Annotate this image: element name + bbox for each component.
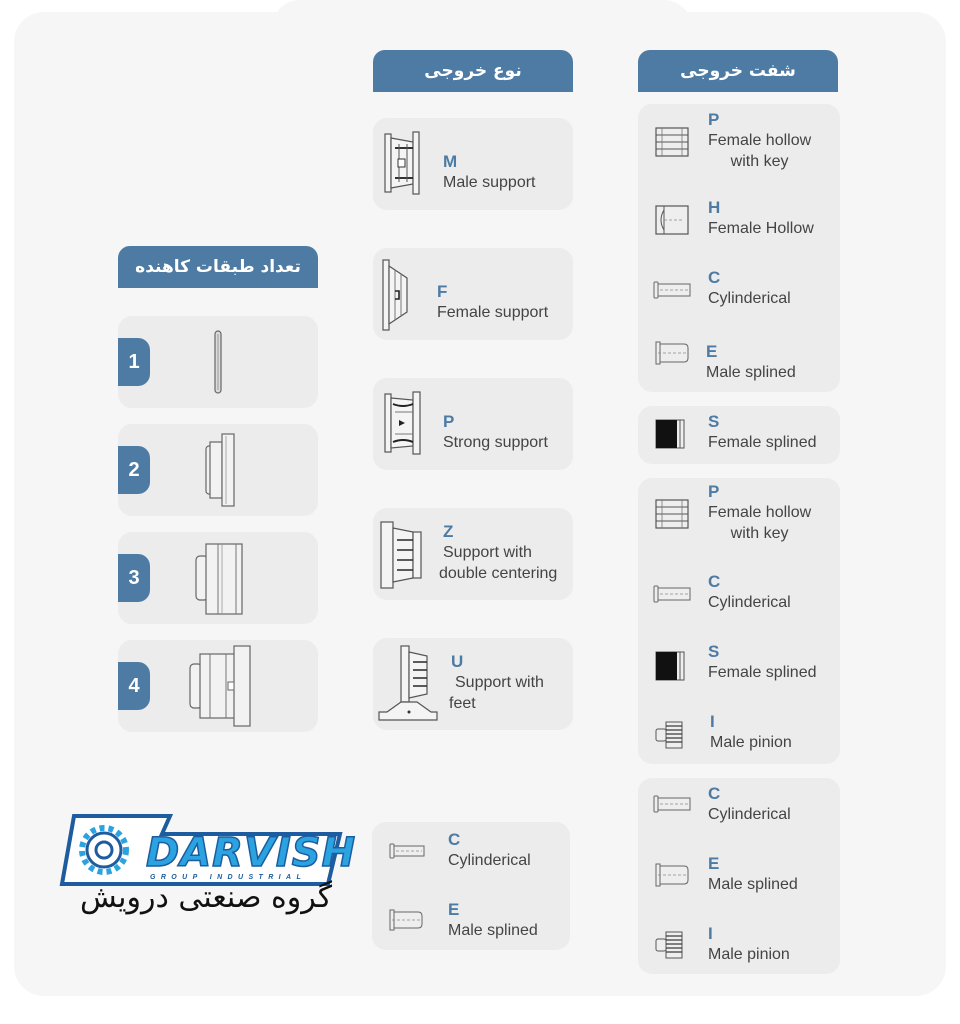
shaft-desc-line2: with key	[730, 525, 789, 542]
shaft-desc: Female Hollow	[708, 220, 814, 237]
stage-card-4[interactable]	[118, 640, 318, 732]
stages-column-header	[118, 246, 318, 288]
shaft-item-c[interactable]	[708, 572, 791, 613]
shaft-item-e[interactable]	[708, 854, 798, 895]
male-splined-shaft-icon	[654, 862, 690, 888]
feet-support-icon	[377, 644, 441, 724]
shaft-code: E	[448, 900, 460, 919]
output-shaft-header-text: شفت خروجی	[680, 61, 796, 81]
output-type-desc: Male support	[443, 174, 536, 191]
shaft-item-i[interactable]	[710, 712, 792, 753]
output-type-column-header	[373, 50, 573, 92]
female-support-icon	[381, 258, 415, 332]
female-splined-icon	[654, 418, 686, 450]
output-type-card-z[interactable]	[373, 508, 573, 600]
shaft-desc: Male pinion	[710, 734, 792, 751]
output-type-code: Z	[443, 522, 454, 541]
male-splined-shaft-icon	[388, 908, 424, 932]
shaft-code: E	[708, 854, 720, 873]
output-shaft-group-4	[638, 778, 840, 974]
stage-card-3[interactable]	[118, 532, 318, 624]
shaft-desc: Female splined	[708, 664, 817, 681]
three-stage-icon	[192, 542, 248, 616]
stage-number-badge: 3	[118, 554, 150, 602]
output-type-desc: Female support	[437, 304, 549, 321]
logo-subtitle: GROUP INDUSTRIAL	[150, 874, 307, 881]
output-shaft-group-2	[638, 406, 840, 464]
shaft-desc: Female splined	[708, 434, 817, 451]
male-pinion-icon	[654, 930, 686, 960]
cylindrical-shaft-icon	[652, 794, 692, 814]
stage-number-badge: 2	[118, 446, 150, 494]
female-hollow-key-icon	[654, 498, 690, 530]
output-type-desc-line2: feet	[449, 695, 476, 712]
stage-card-1[interactable]	[118, 316, 318, 408]
shaft-desc: Cylinderical	[708, 806, 791, 823]
logo-brand-text: DARVISH	[146, 830, 357, 876]
shaft-desc-line1: Female hollow	[708, 132, 812, 149]
shaft-code: E	[706, 342, 718, 361]
shaft-item-c[interactable]	[708, 784, 791, 825]
shaft-code: C	[708, 572, 721, 591]
extra-item-e[interactable]	[448, 900, 538, 941]
male-pinion-icon	[654, 720, 686, 750]
cylindrical-shaft-icon	[652, 280, 692, 300]
shaft-item-i[interactable]	[708, 924, 790, 965]
cylindrical-shaft-icon	[652, 584, 692, 604]
shaft-desc: Male splined	[706, 364, 796, 381]
output-type-desc: Strong support	[443, 434, 548, 451]
shaft-item-h[interactable]	[708, 198, 814, 239]
output-type-card-m[interactable]	[373, 118, 573, 210]
output-type-code: P	[443, 412, 455, 431]
shaft-desc: Male pinion	[708, 946, 790, 963]
shaft-item-c[interactable]	[708, 268, 791, 309]
output-type-header-text: نوع خروجی	[424, 61, 522, 81]
extra-item-c[interactable]	[448, 830, 531, 871]
output-type-code: M	[443, 152, 458, 171]
output-shaft-group-1	[638, 104, 840, 392]
output-type-desc-line1: Support with	[443, 544, 532, 561]
two-stage-icon	[202, 432, 242, 508]
output-type-code: U	[451, 652, 464, 671]
shaft-desc: Cylinderical	[448, 852, 531, 869]
shaft-code: S	[708, 642, 720, 661]
shaft-code: P	[708, 110, 720, 129]
shaft-desc: Male splined	[448, 922, 538, 939]
female-hollow-key-icon	[654, 126, 690, 158]
shaft-code: I	[708, 924, 713, 943]
shaft-code: H	[708, 198, 721, 217]
output-type-code: F	[437, 282, 448, 301]
output-shaft-group-3	[638, 478, 840, 764]
shaft-item-s[interactable]	[708, 412, 817, 453]
female-splined-icon	[654, 650, 686, 682]
output-type-card-f[interactable]	[373, 248, 573, 340]
output-type-card-u[interactable]	[373, 638, 573, 730]
shaft-code: I	[710, 712, 715, 731]
shaft-item-p[interactable]	[708, 110, 811, 172]
shaft-item-p[interactable]	[708, 482, 811, 544]
output-type-card-p[interactable]	[373, 378, 573, 470]
shaft-desc: Cylinderical	[708, 594, 791, 611]
cylindrical-shaft-icon	[388, 842, 426, 860]
shaft-item-e[interactable]	[706, 342, 796, 383]
stage-card-2[interactable]	[118, 424, 318, 516]
shaft-code: C	[708, 268, 721, 287]
shaft-code: C	[448, 830, 461, 849]
male-support-icon	[383, 130, 425, 196]
shaft-code: P	[708, 482, 720, 501]
shaft-desc: Male splined	[708, 876, 798, 893]
stage-number-badge: 1	[118, 338, 150, 386]
male-splined-shaft-icon	[654, 340, 690, 366]
shaft-code: C	[708, 784, 721, 803]
output-type-desc-line1: Support with	[455, 674, 544, 691]
output-shaft-column-header	[638, 50, 838, 92]
female-hollow-icon	[654, 204, 690, 236]
four-stage-icon	[186, 644, 258, 728]
strong-support-icon	[383, 390, 427, 456]
shaft-desc-line1: Female hollow	[708, 504, 812, 521]
double-centering-support-icon	[379, 518, 427, 592]
stage-number-badge: 4	[118, 662, 150, 710]
single-stage-icon	[210, 328, 226, 396]
output-type-extra-group	[372, 822, 570, 950]
shaft-desc: Cylinderical	[708, 290, 791, 307]
shaft-desc-line2: with key	[730, 153, 789, 170]
shaft-item-s[interactable]	[708, 642, 817, 683]
shaft-code: S	[708, 412, 720, 431]
logo-persian-name: گروه صنعتی درویش	[79, 880, 333, 915]
output-type-desc-line2: double centering	[439, 565, 558, 582]
stages-header-text: تعداد طبقات کاهنده	[135, 257, 301, 277]
